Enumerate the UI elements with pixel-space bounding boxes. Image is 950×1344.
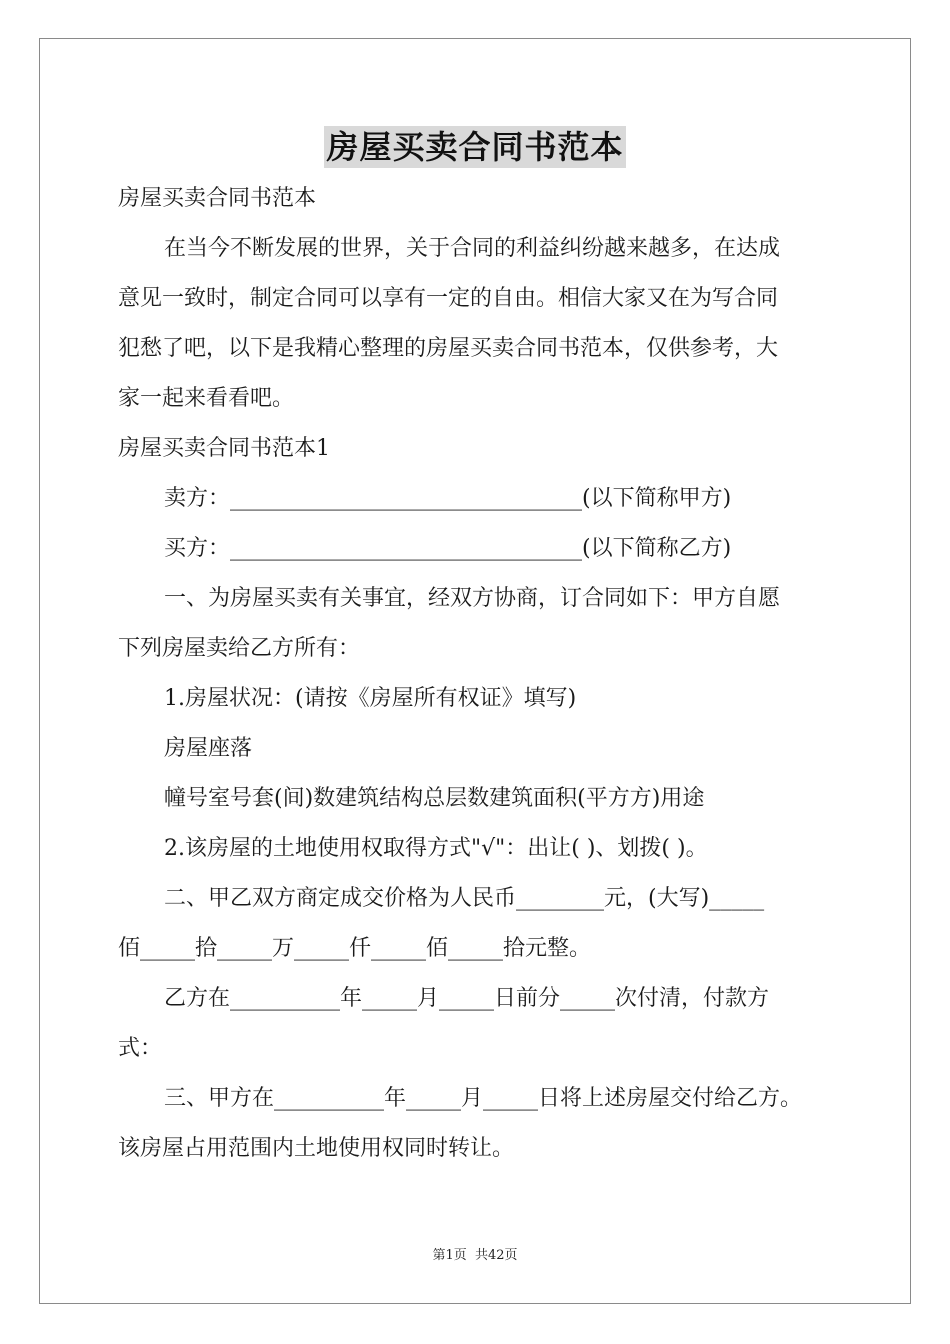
total-pages: 共42页 <box>474 1248 518 1263</box>
subtitle-line: 房屋买卖合同书范本 <box>118 186 317 211</box>
clause-line: 乙方在__________年_____月_____日前分_____次付清，付款方 <box>164 986 770 1011</box>
page-footer <box>0 1247 950 1265</box>
section-heading: 房屋买卖合同书范本1 <box>118 436 330 461</box>
paragraph-line: 家一起来看看吧。 <box>118 386 295 411</box>
title-container <box>0 126 950 168</box>
buyer-line: 买方：________________________________(以下简称乙方) <box>164 536 732 561</box>
clause-line: 1.房屋状况：(请按《房屋所有权证》填写) <box>164 686 577 711</box>
paragraph-line: 犯愁了吧，以下是我精心整理的房屋买卖合同书范本，仅供参考，大 <box>118 336 779 361</box>
clause-line: 二、甲乙双方商定成交价格为人民币________元，(大写)_____ <box>164 886 765 911</box>
clause-line: 佰_____拾_____万_____仟_____佰_____拾元整。 <box>118 936 592 961</box>
clause-line: 式： <box>118 1036 163 1061</box>
clause-line: 幢号室号套(间)数建筑结构总层数建筑面积(平方方)用途 <box>164 786 705 811</box>
paragraph-line: 在当今不断发展的世界，关于合同的利益纠纷越来越多，在达成 <box>164 236 781 261</box>
clause-line: 房屋座落 <box>164 736 253 761</box>
clause-line: 三、甲方在__________年_____月_____日将上述房屋交付给乙方。 <box>164 1086 803 1111</box>
clause-line: 2.该房屋的土地使用权取得方式"√"：出让( )、划拨( )。 <box>164 836 708 861</box>
seller-line: 卖方：________________________________(以下简称甲方) <box>164 486 732 511</box>
document-title: 房屋买卖合同书范本 <box>326 128 624 166</box>
paragraph-line: 意见一致时，制定合同可以享有一定的自由。相信大家又在为写合同 <box>118 286 779 311</box>
clause-line: 一、为房屋买卖有关事宜，经双方协商，订合同如下：甲方自愿 <box>164 586 781 611</box>
clause-line: 该房屋占用范围内土地使用权同时转让。 <box>118 1136 515 1161</box>
page-border <box>39 38 911 1304</box>
page-number: 第1页 <box>432 1248 467 1263</box>
clause-line: 下列房屋卖给乙方所有： <box>118 636 361 661</box>
